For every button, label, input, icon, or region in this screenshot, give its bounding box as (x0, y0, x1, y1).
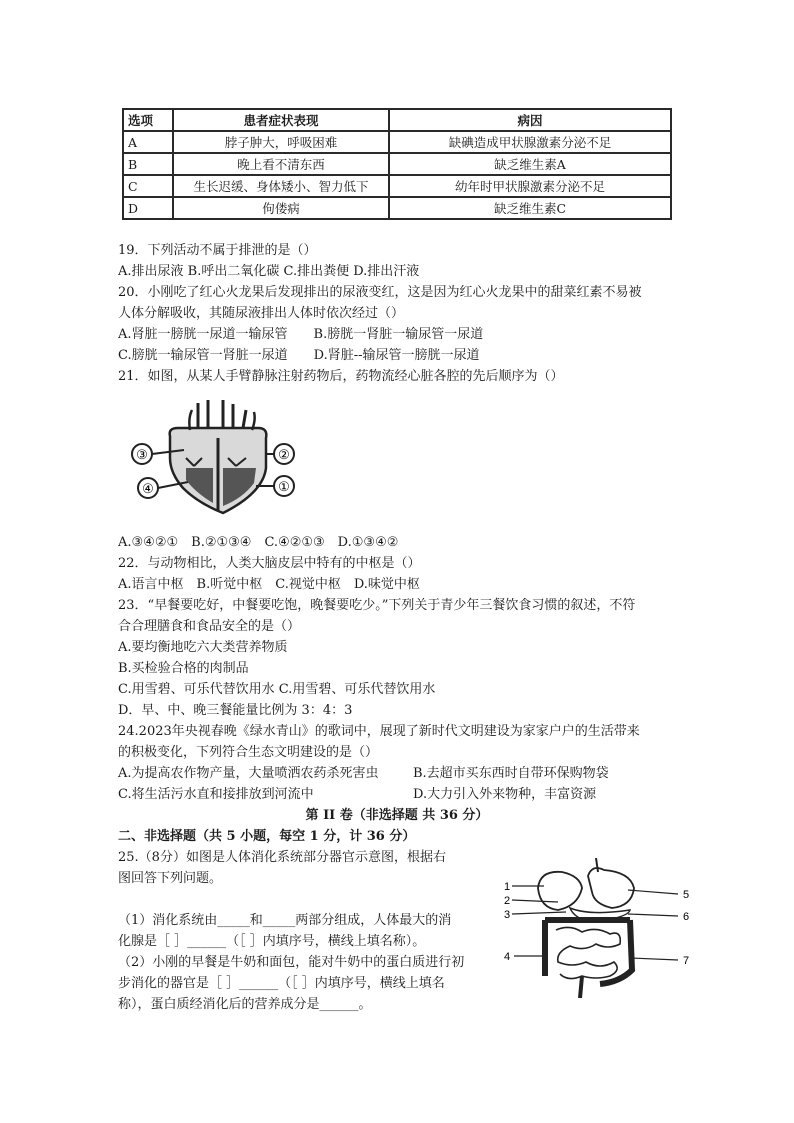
q20-options-cd: C.膀胱一输尿管一肾脏一尿道 D.肾脏--输尿管一膀胱一尿道 (118, 348, 480, 363)
diagram-label: 2 (504, 895, 511, 907)
diagram-label: 1 (504, 881, 511, 893)
q24-option-d: D.大力引入外来物种，丰富资源 (413, 787, 597, 802)
diagram-label: 7 (683, 955, 690, 967)
q23-stem-line1: 23．“早餐要吃好，中餐要吃饱，晚餐要吃少。”下列关于青少年三餐饮食习惯的叙述，不符 (118, 598, 636, 613)
table-header-row (123, 109, 671, 131)
table-row (123, 131, 671, 153)
table-cell: 晚上看不清东西 (173, 153, 389, 175)
q25-part2-line2: 步消化的器官是［ ］______（［ ］内填序号，横线上填名 (118, 976, 445, 991)
q24-option-b: B.去超市买东西时自带环保购物袋 (413, 766, 609, 781)
heart-label: ② (278, 447, 290, 462)
table-cell: D (123, 197, 173, 219)
q25-part1-line1: （1）消化系统由_____和_____两部分组成，人体最大的消 (118, 913, 452, 928)
q21-stem: 21．如图，从某人手臂静脉注射药物后，药物流经心脏各腔的先后顺序为（） (118, 369, 564, 384)
table-row (123, 175, 671, 197)
q23-stem-line2: 合合理膳食和食品安全的是（） (118, 619, 301, 634)
q19-options: A.排出尿液 B.呼出二氧化碳 C.排出粪便 D.排出汗液 (118, 264, 420, 279)
table-cell: 缺乏维生素C (389, 197, 671, 219)
table-cell: 生长迟缓、身体矮小、智力低下 (173, 175, 389, 197)
section-title: 第 II 卷（非选择题 共 36 分） (305, 808, 489, 823)
q20-options-ab: A.肾脏一膀胱一尿道一输尿管 B.膀胱一肾脏一输尿管一尿道 (118, 327, 484, 342)
heart-label: ① (278, 479, 290, 494)
table-cell: 缺乏维生素A (389, 153, 671, 175)
table-cell: A (123, 131, 173, 153)
q22-stem: 22．与动物相比，人类大脑皮层中特有的中枢是（） (118, 556, 421, 571)
table-cell: 幼年时甲状腺激素分泌不足 (389, 175, 671, 197)
q25-part1-line2: 化腺是［ ］______（［ ］内填序号，横线上填名称）。 (118, 934, 426, 949)
q25-stem-line2: 图回答下列问题。 (118, 871, 223, 886)
q23-option-b: B.买检验合格的肉制品 (118, 661, 249, 676)
q19-stem: 19．下列活动不属于排泄的是（） (118, 243, 317, 258)
q23-option-d: D．早、中、晚三餐能量比例为 3：4：3 (118, 703, 353, 718)
table-row (123, 197, 671, 219)
q25-part2-line3: 称），蛋白质经消化后的营养成分是______。 (118, 997, 372, 1012)
part2-header: 二、非选择题（共 5 小题，每空 1 分，计 36 分） (118, 829, 416, 844)
table-row (123, 153, 671, 175)
heart-diagram (128, 398, 298, 518)
q25-part2-line1: （2）小刚的早餐是牛奶和面包，能对牛奶中的蛋白质进行初 (118, 955, 465, 970)
q24-option-a: A.为提高农作物产量，大量喷洒农药杀死害虫 (118, 766, 379, 781)
heart-label: ④ (142, 481, 154, 496)
table-cell: 佝偻病 (173, 197, 389, 219)
q24-stem-line1: 24.2023年央视春晚《绿水青山》的歌词中，展现了新时代文明建设为家家户户的生活带来 (118, 724, 640, 739)
table-cell: B (123, 153, 173, 175)
digestive-system-diagram (500, 858, 700, 1008)
q22-options: A.语言中枢 B.听觉中枢 C.视觉中枢 D.味觉中枢 (118, 577, 420, 592)
heart-label: ③ (136, 447, 148, 462)
q24-option-c: C.将生活污水直和接排放到河流中 (118, 787, 314, 802)
symptom-table (122, 108, 672, 220)
table-cell: 缺碘造成甲状腺激素分泌不足 (389, 131, 671, 153)
diagram-label: 5 (683, 889, 690, 901)
diagram-label: 3 (504, 909, 511, 921)
table-cell: C (123, 175, 173, 197)
table-header: 选项 (123, 109, 173, 131)
q25-stem-line1: 25.（8分）如图是人体消化系统部分器官示意图，根据右 (118, 850, 446, 865)
table-header: 患者症状表现 (173, 109, 389, 131)
q21-options: A.③④②① B.②①③④ C.④②①③ D.①③④② (118, 535, 399, 550)
q24-stem-line2: 的积极变化，下列符合生态文明建设的是（） (118, 745, 379, 760)
diagram-label: 4 (504, 951, 511, 963)
q20-stem-line2: 人体分解吸收，其随尿液排出人体时依次经过（） (118, 306, 405, 321)
table-cell: 脖子肿大，呼吸困难 (173, 131, 389, 153)
q23-option-a: A.要均衡地吃六大类营养物质 (118, 640, 288, 655)
table-header: 病因 (389, 109, 671, 131)
q20-stem-line1: 20．小刚吃了红心火龙果后发现排出的尿液变红，这是因为红心火龙果中的甜菜红素不易被 (118, 285, 642, 300)
diagram-label: 6 (683, 911, 690, 923)
q23-option-c: C.用雪碧、可乐代替饮用水 C.用雪碧、可乐代替饮用水 (118, 682, 436, 697)
